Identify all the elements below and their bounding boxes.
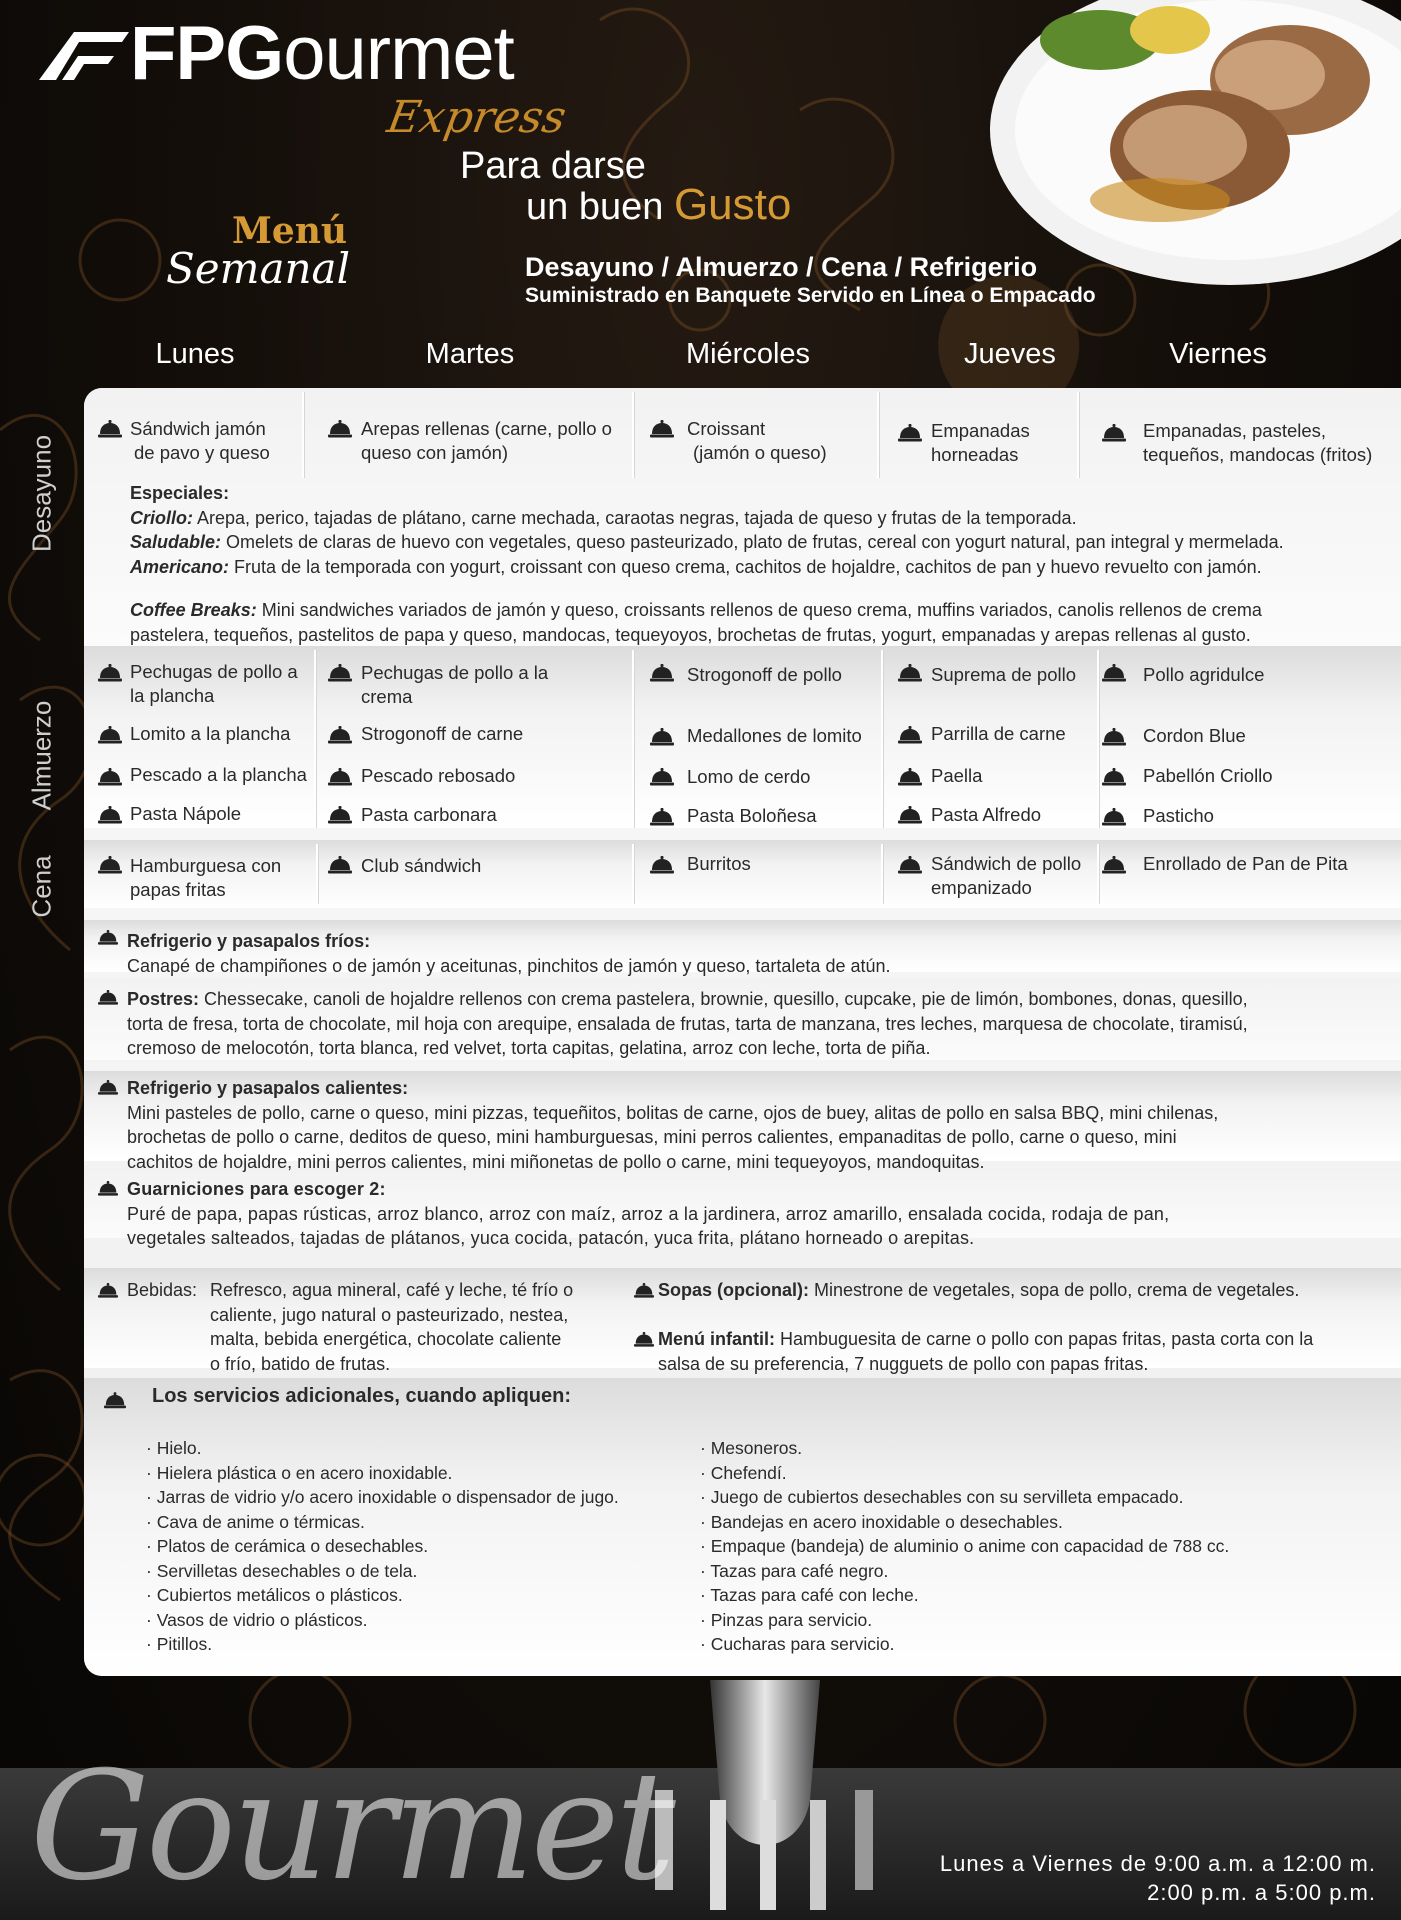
cloche-icon [898, 664, 922, 682]
cena-item: Hamburguesa con papas fritas [130, 855, 282, 900]
cloche-icon [1102, 728, 1126, 746]
cloche-icon [328, 420, 352, 438]
cloche-icon [98, 768, 122, 786]
cloche-icon [328, 856, 352, 874]
almuerzo-item: Paella [931, 765, 983, 786]
almuerzo-item: Pabellón Criollo [1143, 765, 1273, 786]
especiales-block: Especiales: Criollo: Arepa, perico, tajadas de plátano, carne mechada, caraotas negras, tajada de queso y frutas de la temporada. Saludable: Omelets de claras de huevo con vegetales, queso pasteurizado, plato de frutas, cereal con yogurt natural, pan integral y mermelada. Americano: Fruta de la temporada con yogurt, croissant con queso crema, cachitos de hojaldre, cachitos de pan y huevo revuelto con jamón. [130, 483, 1284, 577]
list-item: · Pinzas para servicio. [700, 1609, 873, 1630]
cloche-icon [98, 664, 122, 682]
cloche-icon [98, 1181, 118, 1196]
cloche-icon [98, 856, 122, 874]
cloche-icon [650, 420, 674, 438]
cloche-icon [328, 768, 352, 786]
cloche-icon [634, 1332, 654, 1347]
almuerzo-item: Pescado rebosado [361, 765, 516, 786]
cloche-icon [1102, 664, 1126, 682]
cloche-icon [98, 420, 122, 438]
cloche-icon [650, 664, 674, 682]
cloche-icon [98, 726, 122, 744]
hours-line1: Lunes a Viernes de 9:00 a.m. a 12:00 m. [939, 1851, 1376, 1876]
food-plate-image [970, 0, 1401, 290]
day-miercoles: Miércoles [685, 338, 811, 370]
meals-line: Desayuno / Almuerzo / Cena / Refrigerio [525, 252, 1038, 282]
almuerzo-item: Medallones de lomito [687, 725, 862, 746]
bebidas-list: Refresco, agua mineral, café y leche, té frío o caliente, jugo natural o pasteurizado, nestea, malta, bebida energética, chocolate caliente o frío, batido de frutas. [210, 1280, 574, 1374]
cloche-icon [898, 806, 922, 824]
menu-infantil: Menú infantil: Hambuguesita de carne o pollo con papas fritas, pasta corta con la salsa de su preferencia, 7 nugguets de pollo con papas fritas. [658, 1329, 1314, 1374]
hours-line2: 2:00 p.m. a 5:00 p.m. [1147, 1880, 1376, 1905]
list-item: · Hielo. [146, 1438, 202, 1458]
cena-item: Burritos [687, 853, 751, 874]
almuerzo-item: Cordon Blue [1143, 725, 1246, 746]
almuerzo-item: Pechugas de pollo a la plancha [130, 661, 298, 706]
servicios-right-list [700, 1436, 1229, 1657]
cloche-icon [898, 856, 922, 874]
almuerzo-item: Pasta Nápole [130, 803, 242, 824]
cloche-icon [98, 990, 118, 1005]
brand-logo: FPGourmet [130, 11, 514, 96]
list-item: · Cubiertos metálicos o plásticos. [146, 1585, 403, 1605]
almuerzo-item: Pechugas de pollo a la crema [361, 662, 549, 707]
list-item: · Servilletas desechables o de tela. [146, 1560, 418, 1581]
cloche-icon [898, 768, 922, 786]
postres: Postres: Chessecake, canoli de hojaldre rellenos con crema pastelera, brownie, quesillo, cupcake, pie de limón, bombones, donas, quesillo, torta de fresa, torta de chocolate, mil hoja con arequipe, ensalada de frutas, tarta de manzana, tres leches, marquesa de chocolate, tiramisú, cremoso de melocotón, torta blanca, red velvet, torta capitas, gelatina, arroz con leche, torta de piña. [127, 989, 1248, 1058]
day-martes: Martes [425, 338, 515, 370]
almuerzo-item: Strogonoff de carne [361, 723, 524, 744]
day-jueves: Jueves [964, 338, 1056, 370]
list-item: · Tazas para café con leche. [700, 1585, 919, 1605]
list-item: · Cucharas para servicio. [700, 1634, 895, 1654]
day-viernes: Viernes [1169, 338, 1267, 370]
cloche-icon [328, 664, 352, 682]
desayuno-lunes: Sándwich jamón de pavo y queso [130, 418, 270, 463]
refrigerio-frios: Refrigerio y pasapalos fríos: Canapé de champiñones o de jamón y aceitunas, pinchitos de jamón y queso, tartaleta de atún. [127, 931, 891, 976]
cloche-icon [1102, 808, 1126, 826]
cloche-icon [104, 1392, 126, 1409]
logo-mark [34, 20, 134, 90]
list-item: · Cava de anime o térmicas. [146, 1511, 365, 1532]
almuerzo-item: Pescado a la plancha [130, 764, 307, 785]
cloche-icon [898, 424, 922, 442]
desayuno-miercoles: Croissant (jamón o queso) [687, 418, 827, 463]
almuerzo-item: Lomito a la plancha [130, 723, 291, 744]
list-item: · Platos de cerámica o desechables. [146, 1536, 429, 1556]
cloche-icon [98, 1283, 118, 1298]
list-item: · Chefendí. [700, 1462, 787, 1483]
menu-subtitle: Semanal [166, 244, 351, 293]
list-item: · Tazas para café negro. [700, 1560, 889, 1581]
cloche-icon [650, 768, 674, 786]
section-desayuno: Desayuno [26, 434, 57, 553]
cena-item: Sándwich de pollo empanizado [931, 853, 1082, 898]
cloche-icon [650, 728, 674, 746]
cloche-icon [650, 808, 674, 826]
almuerzo-item: Pasta carbonara [361, 804, 497, 825]
servicios-left-list [146, 1436, 619, 1657]
menu-title: Menú [232, 210, 348, 252]
list-item: · Jarras de vidrio y/o acero inoxidable o dispensador de jugo. [146, 1487, 619, 1507]
list-item: · Pitillos. [146, 1634, 213, 1654]
cloche-icon [98, 930, 118, 945]
almuerzo-item: Suprema de pollo [931, 664, 1077, 685]
bebidas-label: Bebidas: [127, 1280, 198, 1300]
section-cena: Cena [26, 855, 57, 918]
cloche-icon [1102, 768, 1126, 786]
cena-item: Enrollado de Pan de Pita [1143, 853, 1348, 874]
almuerzo-item: Pollo agridulce [1143, 664, 1265, 685]
tagline-line1: Para darse [460, 145, 646, 187]
list-item: · Bandejas en acero inoxidable o desechables. [700, 1511, 1063, 1532]
almuerzo-item: Lomo de cerdo [687, 766, 811, 787]
cloche-icon [634, 1283, 654, 1298]
almuerzo-item: Parrilla de carne [931, 723, 1066, 744]
cena-item: Club sándwich [361, 855, 482, 876]
almuerzo-item: Strogonoff de pollo [687, 664, 842, 685]
list-item: · Juego de cubiertos desechables con su servilleta empacado. [700, 1487, 1184, 1507]
desayuno-viernes: Empanadas, pasteles, tequeños, mandocas (fritos) [1143, 420, 1373, 465]
servicios-title: Los servicios adicionales, cuando apliquen: [152, 1385, 572, 1407]
sidebar [0, 388, 84, 918]
desayuno-jueves: Empanadas horneadas [931, 420, 1030, 465]
coffee-breaks: Coffee Breaks: Mini sandwiches variados de jamón y queso, croissants rellenos de queso crema, muffins variados, canolis rellenos de crema pastelera, tequeños, pastelitos de papa y queso, mandocas, tequeyoyos, brochetas de frutas, yogurt, empanadas y arepas rellenas al gusto. [130, 600, 1262, 645]
cloche-icon [98, 1080, 118, 1095]
almuerzo-item: Pasta Alfredo [931, 804, 1042, 825]
cloche-icon [1102, 424, 1126, 442]
day-lunes: Lunes [155, 338, 235, 370]
list-item: · Vasos de vidrio o plásticos. [146, 1609, 368, 1630]
cloche-icon [650, 856, 674, 874]
refrigerio-calientes: Refrigerio y pasapalos calientes: Mini pasteles de pollo, carne o queso, mini pizzas, tequeñitos, bolitas de carne, ojos de buey, alitas de pollo en salsa BBQ, mini chilenas, brochetas de pollo o carne, deditos de queso, mini hamburguesas, mini perros calientes, empanaditas de pollo, carne o queso, mini cachitos de hojaldre, mini perros calientes, mini miñonetas de pollo o carne, mini tequeyoyos, mandoquitas. [127, 1078, 1219, 1172]
sopas: Sopas (opcional): Minestrone de vegetales, sopa de pollo, crema de vegetales. [658, 1280, 1300, 1300]
list-item: · Hielera plástica o en acero inoxidable. [146, 1462, 453, 1483]
served-line: Suministrado en Banquete Servido en Línea o Empacado [525, 284, 1096, 307]
brand-express: Express [383, 92, 570, 143]
cloche-icon [1102, 856, 1126, 874]
tagline-line2: un buen Gusto [526, 180, 792, 229]
guarniciones: Guarniciones para escoger 2: Puré de papa, papas rústicas, arroz blanco, arroz con maíz, arroz a la jardinera, arroz amarillo, ensalada cocida, rodaja de pan, vegetales salteados, tajadas de plátanos, yuca cocida, patacón, yuca frita, plátano horneado o arepitas. [127, 1179, 1170, 1248]
list-item: · Empaque (bandeja) de aluminio o anime con capacidad de 788 cc. [700, 1536, 1230, 1556]
list-item: · Mesoneros. [700, 1438, 803, 1458]
desayuno-martes: Arepas rellenas (carne, pollo o queso con jamón) [361, 418, 612, 463]
cloche-icon [328, 806, 352, 824]
almuerzo-item: Pasta Boloñesa [687, 805, 817, 826]
cloche-icon [898, 726, 922, 744]
almuerzo-item: Pasticho [1143, 805, 1214, 826]
cloche-icon [328, 726, 352, 744]
footer-gourmet-script: Gourmet [30, 1740, 672, 1914]
cloche-icon [98, 806, 122, 824]
section-almuerzo: Almuerzo [26, 700, 57, 811]
tagline-gusto: Gusto [673, 180, 792, 229]
